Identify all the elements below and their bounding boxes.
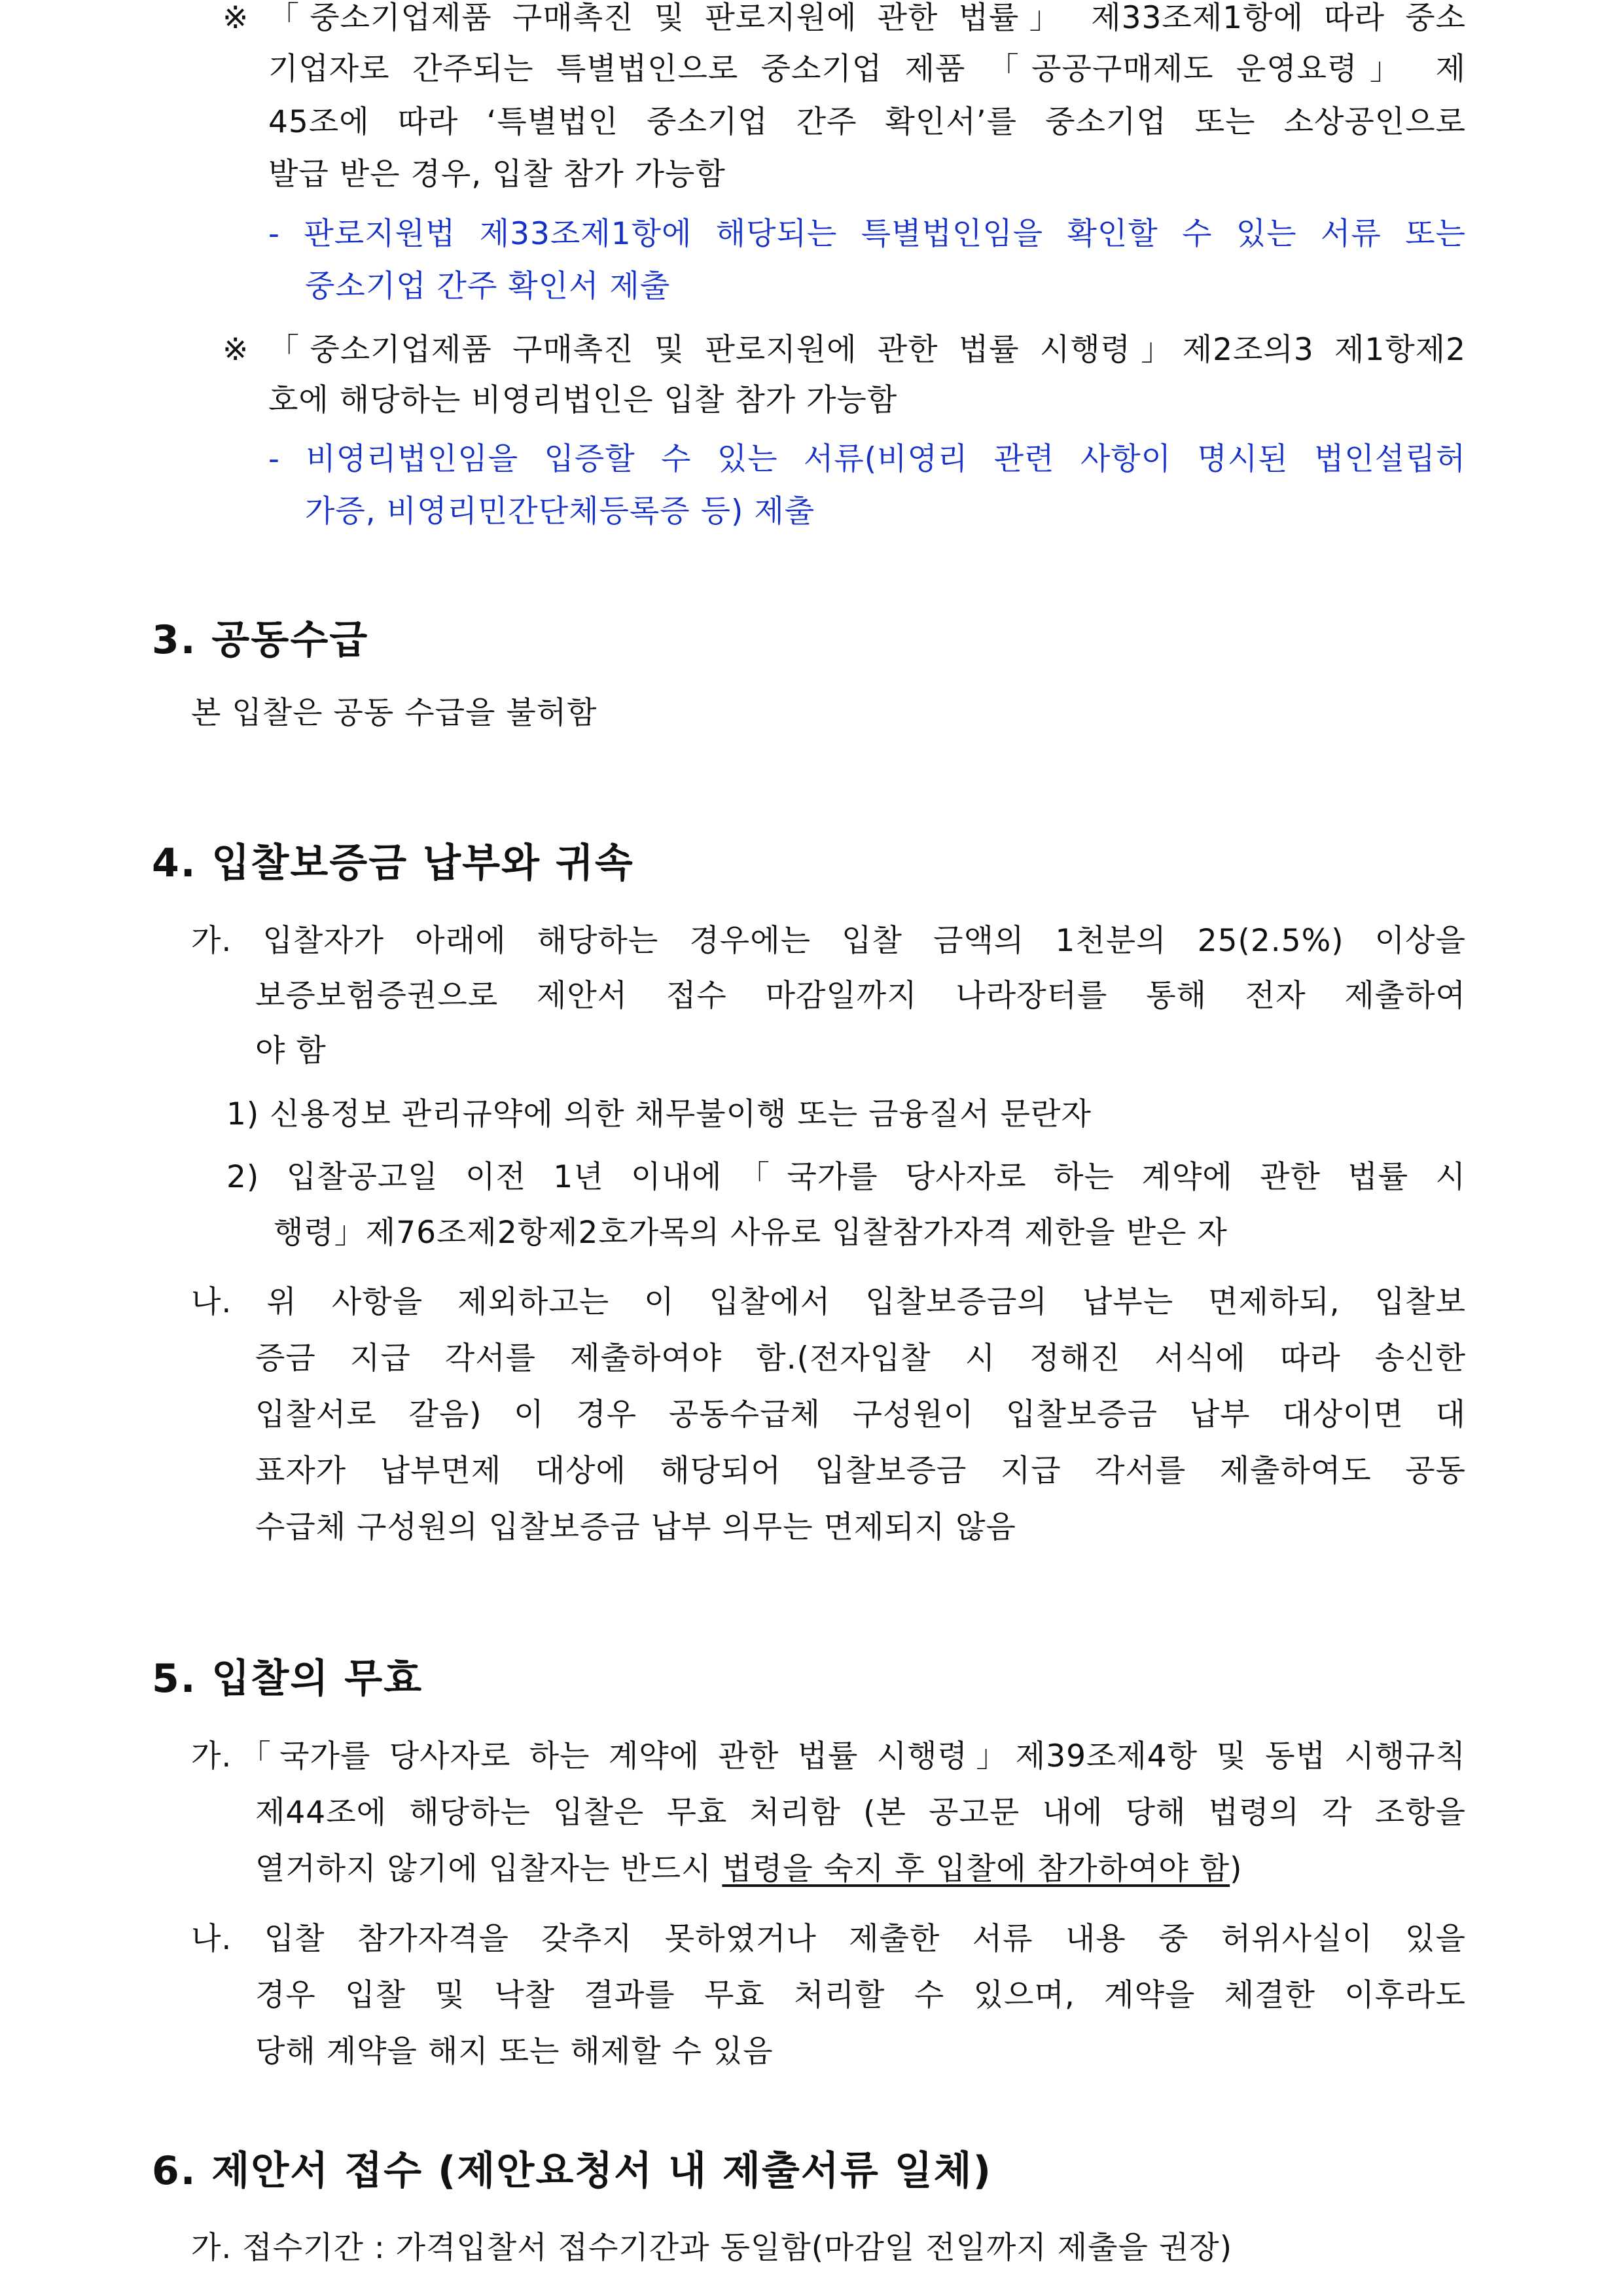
section-4-na-line-4: 표자가 납부면제 대상에 해당되어 입찰보증금 지급 각서를 제출하여도 공동	[255, 1453, 1466, 1489]
reference-mark: ※	[223, 332, 249, 368]
section-4-na-line-1: 나. 위 사항을 제외하고는 이 입찰에서 입찰보증금의 납부는 면제하되, 입찰보	[191, 1284, 1466, 1320]
note-2-sub-line-2: 가증, 비영리민간단체등록증 등) 제출	[305, 493, 815, 529]
section-4-na-line-3: 입찰서로 갈음) 이 경우 공동수급체 구성원이 입찰보증금 납부 대상이면 대	[255, 1397, 1466, 1433]
section-3-heading: 3. 공동수급	[152, 617, 369, 663]
section-4-ga-line-1: 가. 입찰자가 아래에 해당하는 경우에는 입찰 금액의 1천분의 25(2.5%) 이상을	[191, 923, 1466, 959]
section-5-ga-line-1: 가.「국가를 당사자로 하는 계약에 관한 법률 시행령」제39조제4항 및 동법 시행규칙	[191, 1738, 1466, 1774]
section-5-heading: 5. 입찰의 무효	[152, 1656, 423, 1702]
note-2-line-2: 호에 해당하는 비영리법인은 입찰 참가 가능함	[268, 382, 898, 418]
note-1-sub-line-1: - 판로지원법 제33조제1항에 해당되는 특별법인임을 확인할 수 있는 서류 또는	[268, 216, 1466, 252]
section-6-ga: 가. 접수기간 : 가격입찰서 접수기간과 동일함(마감일 전일까지 제출을 권장)	[191, 2230, 1233, 2266]
section-4-na-line-5: 수급체 구성원의 입찰보증금 납부 의무는 면제되지 않음	[255, 1509, 1016, 1545]
note-1-line-4: 발급 받은 경우, 입찰 참가 가능함	[268, 156, 726, 192]
note-2-sub-line-1: - 비영리법인임을 입증할 수 있는 서류(비영리 관련 사항이 명시된 법인설립허	[268, 441, 1466, 477]
section-5-na-line-1: 나. 입찰 참가자격을 갖추지 못하였거나 제출한 서류 내용 중 허위사실이 있을	[191, 1921, 1466, 1957]
section-3-body: 본 입찰은 공동 수급을 불허함	[191, 695, 597, 731]
underlined-requirement: 법령을 숙지 후 입찰에 참가하여야 함	[722, 1851, 1230, 1887]
note-2-line-1: 「중소기업제품 구매촉진 및 판로지원에 관한 법률 시행령」제2조의3 제1항제2	[268, 332, 1466, 368]
section-5-na-line-2: 경우 입찰 및 낙찰 결과를 무효 처리할 수 있으며, 계약을 체결한 이후라도	[255, 1977, 1466, 2013]
section-5-ga-line-3	[255, 1850, 1242, 1889]
section-4-ga-line-3: 야 함	[255, 1033, 327, 1069]
section-4-item-2-line-2: 행령」제76조제2항제2호가목의 사유로 입찰참가자격 제한을 받은 자	[274, 1215, 1228, 1251]
section-5-ga-line-3-text: 열거하지 않기에 입찰자는 반드시	[255, 1851, 722, 1887]
note-1-line-3: 45조에 따라 ‘특별법인 중소기업 간주 확인서’를 중소기업 또는 소상공인으로	[268, 104, 1466, 140]
note-1-sub-line-2: 중소기업 간주 확인서 제출	[305, 268, 671, 304]
section-5-ga-line-2: 제44조에 해당하는 입찰은 무효 처리함 (본 공고문 내에 당해 법령의 각 조항을	[255, 1795, 1466, 1831]
section-4-ga-line-2: 보증보험증권으로 제안서 접수 마감일까지 나라장터를 통해 전자 제출하여	[255, 978, 1466, 1014]
section-5-na-line-3: 당해 계약을 해지 또는 해제할 수 있음	[255, 2034, 774, 2070]
section-4-item-2-line-1: 2) 입찰공고일 이전 1년 이내에「국가를 당사자로 하는 계약에 관한 법률 시	[226, 1159, 1466, 1195]
section-4-na-line-2: 증금 지급 각서를 제출하여야 함.(전자입찰 시 정해진 서식에 따라 송신한	[255, 1340, 1466, 1376]
section-4-heading: 4. 입찰보증금 납부와 귀속	[152, 840, 634, 886]
note-1-line-1: 「중소기업제품 구매촉진 및 판로지원에 관한 법률」 제33조제1항에 따라 중소	[268, 0, 1466, 36]
section-6-heading: 6. 제안서 접수 (제안요청서 내 제출서류 일체)	[152, 2148, 993, 2194]
section-4-item-1: 1) 신용정보 관리규약에 의한 채무불이행 또는 금융질서 문란자	[226, 1096, 1092, 1132]
note-1-line-2: 기업자로 간주되는 특별법인으로 중소기업 제품 「공공구매제도 운영요령」 제	[268, 51, 1466, 87]
reference-mark: ※	[223, 0, 249, 36]
closing-paren: )	[1230, 1851, 1243, 1887]
